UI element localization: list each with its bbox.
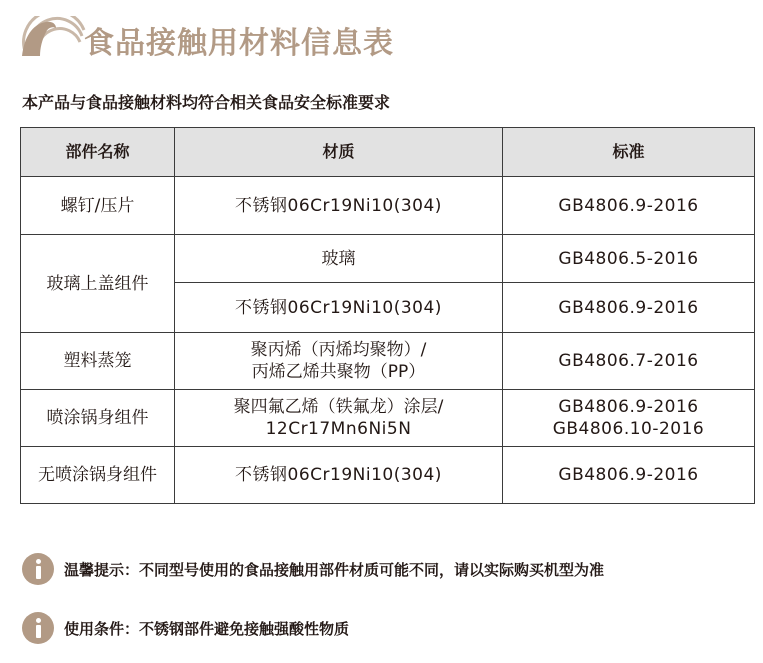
standard-cell: GB4806.7-2016 xyxy=(503,333,755,390)
material-line: 12Cr17Mn6Ni5N xyxy=(265,419,412,439)
table-row xyxy=(21,333,755,390)
column-header-part: 部件名称 xyxy=(21,128,175,177)
column-header-material: 材质 xyxy=(175,128,503,177)
standard-cell: GB4806.9-2016 xyxy=(503,447,755,504)
table-header-row xyxy=(21,128,755,177)
info-icon xyxy=(22,553,54,585)
part-cell: 玻璃上盖组件 xyxy=(21,235,175,333)
material-line: 聚丙烯（丙烯均聚物）/ xyxy=(250,340,427,360)
part-cell: 塑料蒸笼 xyxy=(21,333,175,390)
material-cell: 不锈钢06Cr19Ni10(304) xyxy=(175,283,503,333)
table-row xyxy=(21,177,755,235)
material-cell xyxy=(175,390,503,447)
usage-note xyxy=(22,612,349,644)
standard-line: GB4806.10-2016 xyxy=(552,419,705,439)
info-icon xyxy=(22,612,54,644)
part-cell: 喷涂锅身组件 xyxy=(21,390,175,447)
standard-cell: GB4806.9-2016 xyxy=(503,283,755,333)
part-cell: 无喷涂锅身组件 xyxy=(21,447,175,504)
standard-line: GB4806.9-2016 xyxy=(558,397,699,417)
material-line: 丙烯乙烯共聚物（PP） xyxy=(251,362,426,382)
part-cell: 螺钉/压片 xyxy=(21,177,175,235)
usage-text: 使用条件：不锈钢部件避免接触强酸性物质 xyxy=(64,619,350,638)
standard-cell: GB4806.5-2016 xyxy=(503,235,755,283)
table-row xyxy=(21,235,755,283)
material-cell: 玻璃 xyxy=(175,235,503,283)
tip-text: 温馨提示：不同型号使用的食品接触用部件材质可能不同，请以实际购买机型为准 xyxy=(64,560,605,579)
table-row xyxy=(21,447,755,504)
compliance-statement: 本产品与食品接触材料均符合相关食品安全标准要求 xyxy=(22,93,391,112)
page-title: 食品接触用材料信息表 xyxy=(84,26,394,61)
brand-logo-icon xyxy=(22,16,92,58)
standard-cell xyxy=(503,390,755,447)
column-header-standard: 标准 xyxy=(503,128,755,177)
material-line: 聚四氟乙烯（铁氟龙）涂层/ xyxy=(233,397,444,417)
table-row xyxy=(21,390,755,447)
material-cell: 不锈钢06Cr19Ni10(304) xyxy=(175,177,503,235)
materials-table xyxy=(20,127,755,504)
material-cell xyxy=(175,333,503,390)
standard-cell: GB4806.9-2016 xyxy=(503,177,755,235)
material-cell: 不锈钢06Cr19Ni10(304) xyxy=(175,447,503,504)
tip-note xyxy=(22,553,604,585)
